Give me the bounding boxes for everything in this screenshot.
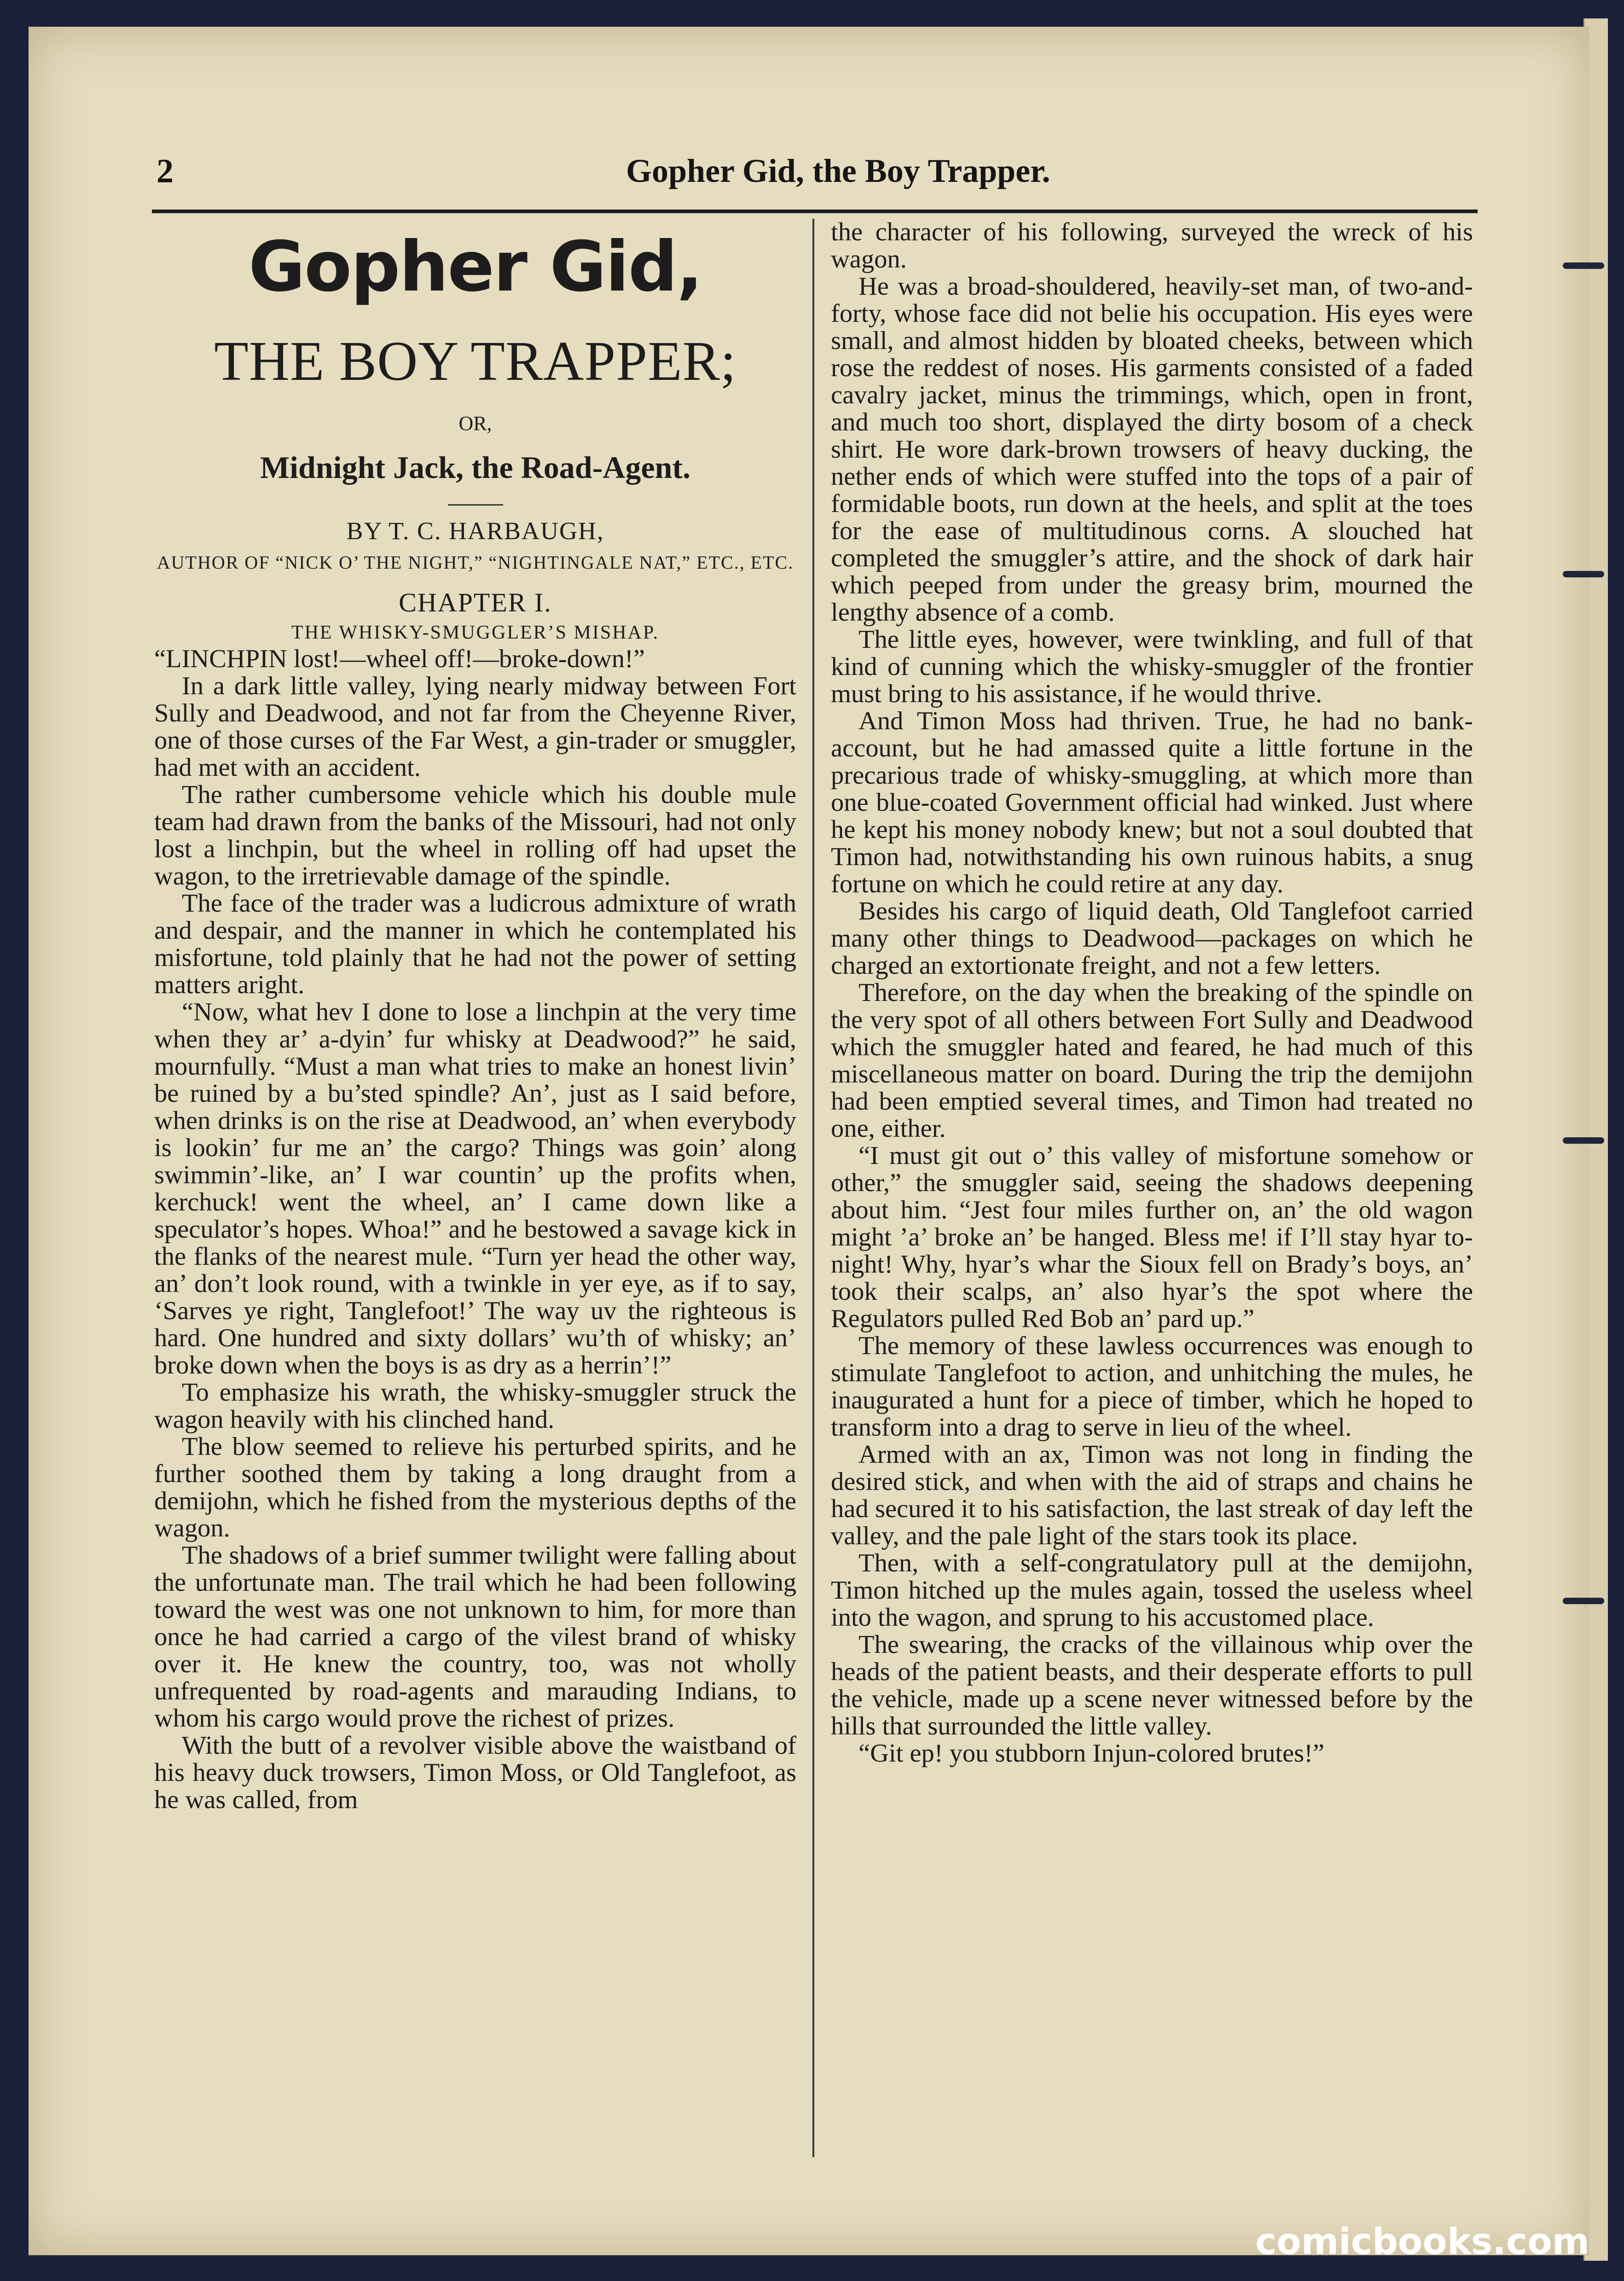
paragraph: He was a broad-shouldered, heavily-set man, of two-and-forty, whose face did not belie his occupation. His eyes were small, and almost hidden by bloated cheeks, between which rose the reddest of noses. His garments consisted of a faded cavalry jacket, minus the trimmings, which, open in front, and much too short, displayed the dirty bosom of a check shirt. He wore dark-brown trowsers of heavy ducking, the nether ends of which were stuffed into the tops of a pair of formidable boots, run down at the heels, and split at the toes for the ease of multitudinous corns. A slouched hat completed the smuggler’s attire, and the shock of dark hair which peeped from under the greasy brim, mourned the lengthy absence of a comb. <box>831 272 1473 627</box>
watermark: comicbooks.com <box>1255 2221 1589 2263</box>
paragraph: In a dark little valley, lying nearly midway between Fort Sully and Deadwood, and not far from the Cheyenne River, one of those curses of the Far West, a gin-trader or smuggler, had met with an accident. <box>154 672 796 782</box>
or-line: OR, <box>458 412 492 435</box>
paragraph: The blow seemed to relieve his perturbed spirits, and he further soothed them by taking a long draught from a demijohn, which he fished from the mysterious depths of the wagon. <box>154 1432 796 1542</box>
paragraph: The little eyes, however, were twinkling, and full of that kind of cunning which the whisky-smuggler of the frontier must bring to his assistance, if he would thrive. <box>831 625 1473 708</box>
header-rule <box>152 209 1478 213</box>
chapter-title: THE WHISKY-SMUGGLER’S MISHAP. <box>291 622 660 643</box>
paragraph: Then, with a self-congratulatory pull at the demijohn, Timon hitched up the mules again, tossed the useless wheel into the wagon, and sprung to his accustomed place. <box>831 1549 1473 1632</box>
paragraph: “LINCHPIN lost!—wheel off!—broke-down!” <box>154 645 645 673</box>
column-divider <box>812 219 814 2157</box>
alternate-title: Midnight Jack, the Road-Agent. <box>260 450 691 485</box>
paragraph: Therefore, on the day when the breaking of the spindle on the very spot of all others between Fort Sully and Deadwood which the smuggler hated and feared, he had much of this miscellaneous matter on board. During the trip the demijohn had been emptied several times, and Timon had treated no one, either. <box>831 978 1473 1143</box>
author-credits: AUTHOR OF “NICK O’ THE NIGHT,” “NIGHTINGALE NAT,” ETC., ETC. <box>157 552 794 573</box>
paragraph: The rather cumbersome vehicle which his double mule team had drawn from the banks of the Missouri, had not only lost a linchpin, but the wheel in rolling off had upset the wagon, to the irretrievable damage of the spindle. <box>154 780 796 890</box>
paragraph: The memory of these lawless occurrences was enough to stimulate Tanglefoot to action, and unhitching the mules, he inaugurated a hunt for a piece of timber, which he hoped to transform into a drag to serve in lieu of the wheel. <box>831 1332 1473 1442</box>
binding-stitch <box>1563 1598 1604 1604</box>
paragraph: Armed with an ax, Timon was not long in finding the desired stick, and when with the aid of straps and chains he had secured it to his satisfaction, the last streak of day left the valley, and the pale light of the stars took its place. <box>831 1440 1473 1550</box>
byline: BY T. C. HARBAUGH, <box>346 517 604 545</box>
paragraph: The swearing, the cracks of the villainous whip over the heads of the patient beasts, and their desperate efforts to pull the vehicle, made up a scene never witnessed before by the hills that surrounded the little valley. <box>831 1630 1473 1740</box>
page-number: 2 <box>157 152 174 190</box>
paragraph: To emphasize his wrath, the whisky-smuggler struck the wagon heavily with his clinched hand. <box>154 1378 796 1434</box>
title-divider <box>448 504 503 506</box>
right-column <box>831 219 1473 1767</box>
binding-stitch <box>1563 262 1604 269</box>
left-column <box>154 219 796 1814</box>
binding-stitch <box>1563 1137 1604 1144</box>
paragraph: The face of the trader was a ludicrous admixture of wrath and despair, and the manner in which he contemplated his misfortune, told plainly that he had not the power of setting matters aright. <box>154 889 796 999</box>
story-title: Gopher Gid, <box>248 227 702 307</box>
paragraph: With the butt of a revolver visible above the waistband of his heavy duck trowsers, Timon Moss, or Old Tanglefoot, as he was called, from <box>154 1731 796 1814</box>
paragraph: The shadows of a brief summer twilight were falling about the unfortunate man. The trail which he had been following toward the west was one not unknown to him, for more than once he had carried a cargo of the vilest brand of whisky over it. He knew the country, too, was not wholly unfrequented by road-agents and marauding Indians, to whom his cargo would prove the richest of prizes. <box>154 1541 796 1733</box>
paragraph: the character of his following, surveyed the wreck of his wagon. <box>831 218 1473 273</box>
story-subtitle: THE BOY TRAPPER; <box>214 330 737 392</box>
paragraph: “I must git out o’ this valley of misfortune somehow or other,” the smuggler said, seeing the shadows deepening about him. “Jest four miles further on, an’ the old wagon might ’a’ broke an’ be hanged. Bless me! if I’ll stay hyar to-night! Why, hyar’s whar the Sioux fell on Brady’s boys, an’ took their scalps, an’ also hyar’s the spot where the Regulators pulled Red Bob an’ pard up.” <box>831 1141 1473 1333</box>
running-head <box>129 147 1478 198</box>
paragraph: “Now, what hev I done to lose a linchpin at the very time when they ar’ a-dyin’ fur whisky at Deadwood?” he said, mournfully. “Must a man what tries to make an honest livin’ be ruined by a bu’sted spindle? An’, just as I said before, when drinks is on the rise at Deadwood, an’ when everybody is lookin’ fur me an’ the cargo? Things was goin’ along swimmin’-like, an’ I war countin’ up the profits when, kerchuck! went the wheel, an’ I came down like a speculator’s hopes. Whoa!” and he bestowed a savage kick in the flanks of the nearest mule. “Turn yer head the other way, an’ don’t look round, with a twinkle in yer eye, as if to say, ‘Sarves ye right, Tanglefoot!’ The way uv the righteous is hard. One hundred and sixty dollars’ wu’th of whisky; an’ broke down when the boys is as dry as a herrin’!” <box>154 998 796 1379</box>
running-title: Gopher Gid, the Boy Trapper. <box>626 152 1050 189</box>
chapter-heading: CHAPTER I. <box>399 588 552 617</box>
paragraph: “Git ep! you stubborn Injun-colored brutes!” <box>858 1739 1325 1768</box>
binding-stitch <box>1563 571 1604 577</box>
paragraph: And Timon Moss had thriven. True, he had no bank-account, but he had amassed quite a little fortune in the precarious trade of whisky-smuggling, at which more than one blue-coated Government official had winked. Just where he kept his money nobody knew; but not a soul doubted that Timon had, notwithstanding his own ruinous habits, a snug fortune on which he could retire at any day. <box>831 707 1473 898</box>
paragraph: Besides his cargo of liquid death, Old Tanglefoot carried many other things to Deadwood—packages on which he charged an extortionate freight, and not a few letters. <box>831 897 1473 980</box>
title-block <box>154 228 796 646</box>
